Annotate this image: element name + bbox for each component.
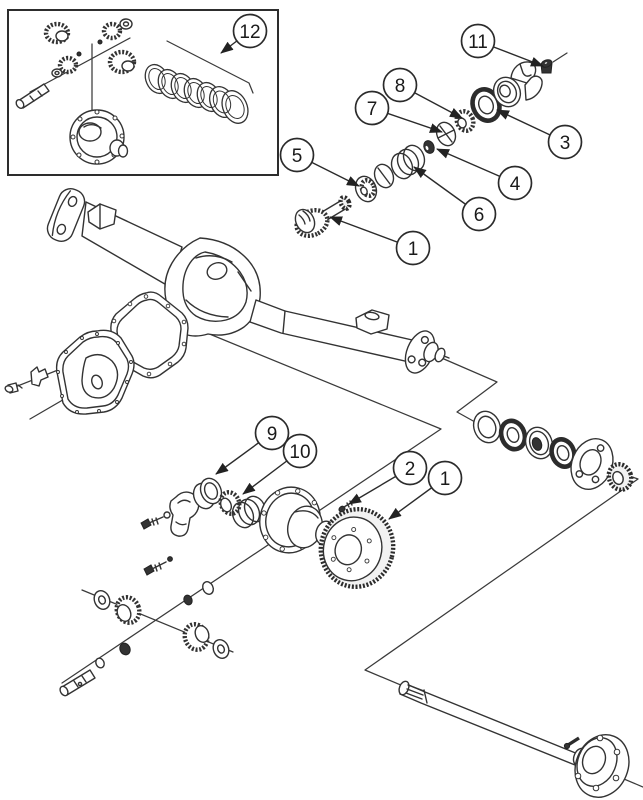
- differential-cover: [57, 330, 135, 414]
- callout-4-label: 4: [509, 174, 521, 195]
- callout-12: [234, 15, 267, 48]
- housing-right-tube: [250, 300, 421, 364]
- callout-2-label: 2: [404, 459, 416, 480]
- side-gear-right-washer: [210, 637, 231, 660]
- outer-seal-ring: [469, 408, 504, 447]
- vent-clip: [4, 367, 48, 393]
- cap-bolts: [141, 512, 172, 575]
- pinion-gear-left: [113, 594, 143, 626]
- callout-5: [281, 139, 314, 172]
- housing-right-flange: [400, 327, 449, 378]
- callout-2: [394, 452, 427, 485]
- ring-gear: [312, 501, 402, 595]
- oil-seal: [497, 417, 529, 452]
- wheel-bearing-seal-kit: [469, 408, 634, 496]
- spider-gear-set: [58, 580, 231, 697]
- cross-pin-shaft: [58, 670, 95, 697]
- inset-spider-gears: [15, 19, 134, 116]
- callout-11-label: 11: [468, 32, 488, 53]
- callout-8-label: 8: [394, 76, 406, 97]
- callout-12-label: 12: [239, 22, 261, 43]
- callout-3: [549, 126, 582, 159]
- retainer-plate: [564, 432, 621, 495]
- small-washer: [94, 657, 105, 669]
- inset-clutch-discs: [141, 61, 253, 128]
- pinion-gear-right: [181, 621, 211, 653]
- callout-11: [462, 25, 495, 58]
- differential-case-group: [141, 475, 402, 595]
- pinion-outer-washer: [433, 120, 459, 149]
- callout-6-label: 6: [473, 205, 485, 226]
- callout-4: [499, 167, 532, 200]
- inset-differential-case: [70, 110, 128, 164]
- side-gear-left: [91, 588, 112, 611]
- wheel-stud: [564, 738, 579, 749]
- pinion-spacer: [422, 139, 436, 155]
- housing-right-perch: [356, 310, 389, 334]
- callout-1-ring-gear-label: 1: [439, 469, 451, 490]
- callout-5-label: 5: [291, 146, 303, 167]
- callout-3-label: 3: [559, 133, 571, 154]
- callout-10-label: 10: [289, 442, 311, 463]
- callout-9: [256, 417, 289, 450]
- callout-1-pinion-label: 1: [407, 239, 419, 260]
- differential-cover-group: [4, 292, 188, 414]
- callout-7-label: 7: [366, 99, 378, 120]
- callout-6: [463, 198, 496, 231]
- callout-1-pinion: [397, 232, 430, 265]
- drive-pinion-gear: [292, 196, 351, 241]
- callout-10: [284, 435, 317, 468]
- callout-7: [356, 92, 389, 125]
- callout-9-label: 9: [266, 424, 278, 445]
- callout-8: [384, 69, 417, 102]
- axle-shaft: [397, 680, 638, 800]
- pinion-group: [292, 58, 553, 240]
- callout-1-ring-gear: [429, 462, 462, 495]
